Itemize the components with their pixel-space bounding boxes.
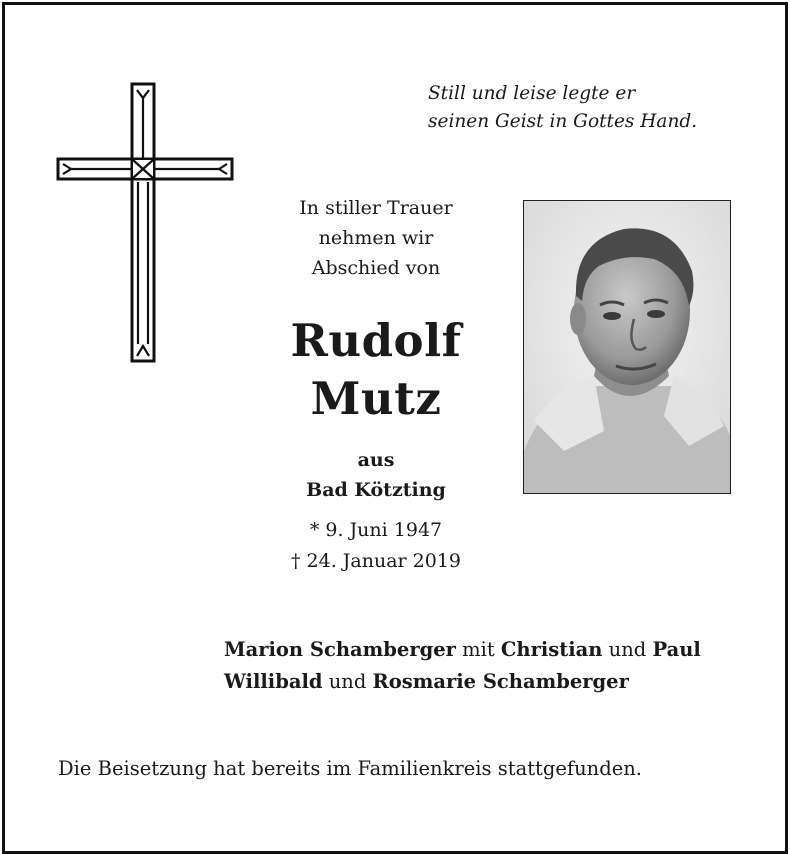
mourner-connector: mit [455, 638, 501, 661]
origin-prefix: aus [357, 449, 395, 471]
birth-date: * 9. Juni 1947 [309, 519, 443, 541]
mourners [224, 634, 701, 698]
mourner-connector: und [322, 670, 373, 693]
quote-line: Still und leise legte er [428, 83, 636, 104]
death-date: † 24. Januar 2019 [290, 550, 462, 572]
mourner-name: Christian [500, 638, 603, 661]
life-dates [240, 515, 512, 577]
mourner-name: Rosmarie Schamberger [372, 670, 629, 693]
origin-place: Bad Kötzting [306, 479, 446, 501]
deceased-name [240, 312, 512, 428]
quote-line: seinen Geist in Gottes Hand. [428, 111, 698, 132]
intro-line: Abschied von [311, 257, 441, 279]
cross-icon [56, 82, 236, 364]
mourners-line-2 [224, 666, 701, 698]
mourner-connector: und [602, 638, 653, 661]
origin [240, 445, 512, 505]
mourner-name: Paul [652, 638, 701, 661]
mourner-name: Willibald [224, 670, 323, 693]
quote [428, 80, 697, 136]
mourners-line-1 [224, 634, 701, 666]
intro-text [240, 193, 512, 283]
portrait-illustration [524, 201, 731, 494]
portrait-photo [523, 200, 731, 494]
intro-line: nehmen wir [318, 227, 434, 249]
intro-line: In stiller Trauer [299, 197, 453, 219]
mourner-name: Marion Schamberger [224, 638, 456, 661]
burial-notice: Die Beisetzung hat bereits im Familienkreis stattgefunden. [58, 757, 643, 780]
last-name: Mutz [310, 372, 442, 425]
first-name: Rudolf [290, 314, 462, 367]
